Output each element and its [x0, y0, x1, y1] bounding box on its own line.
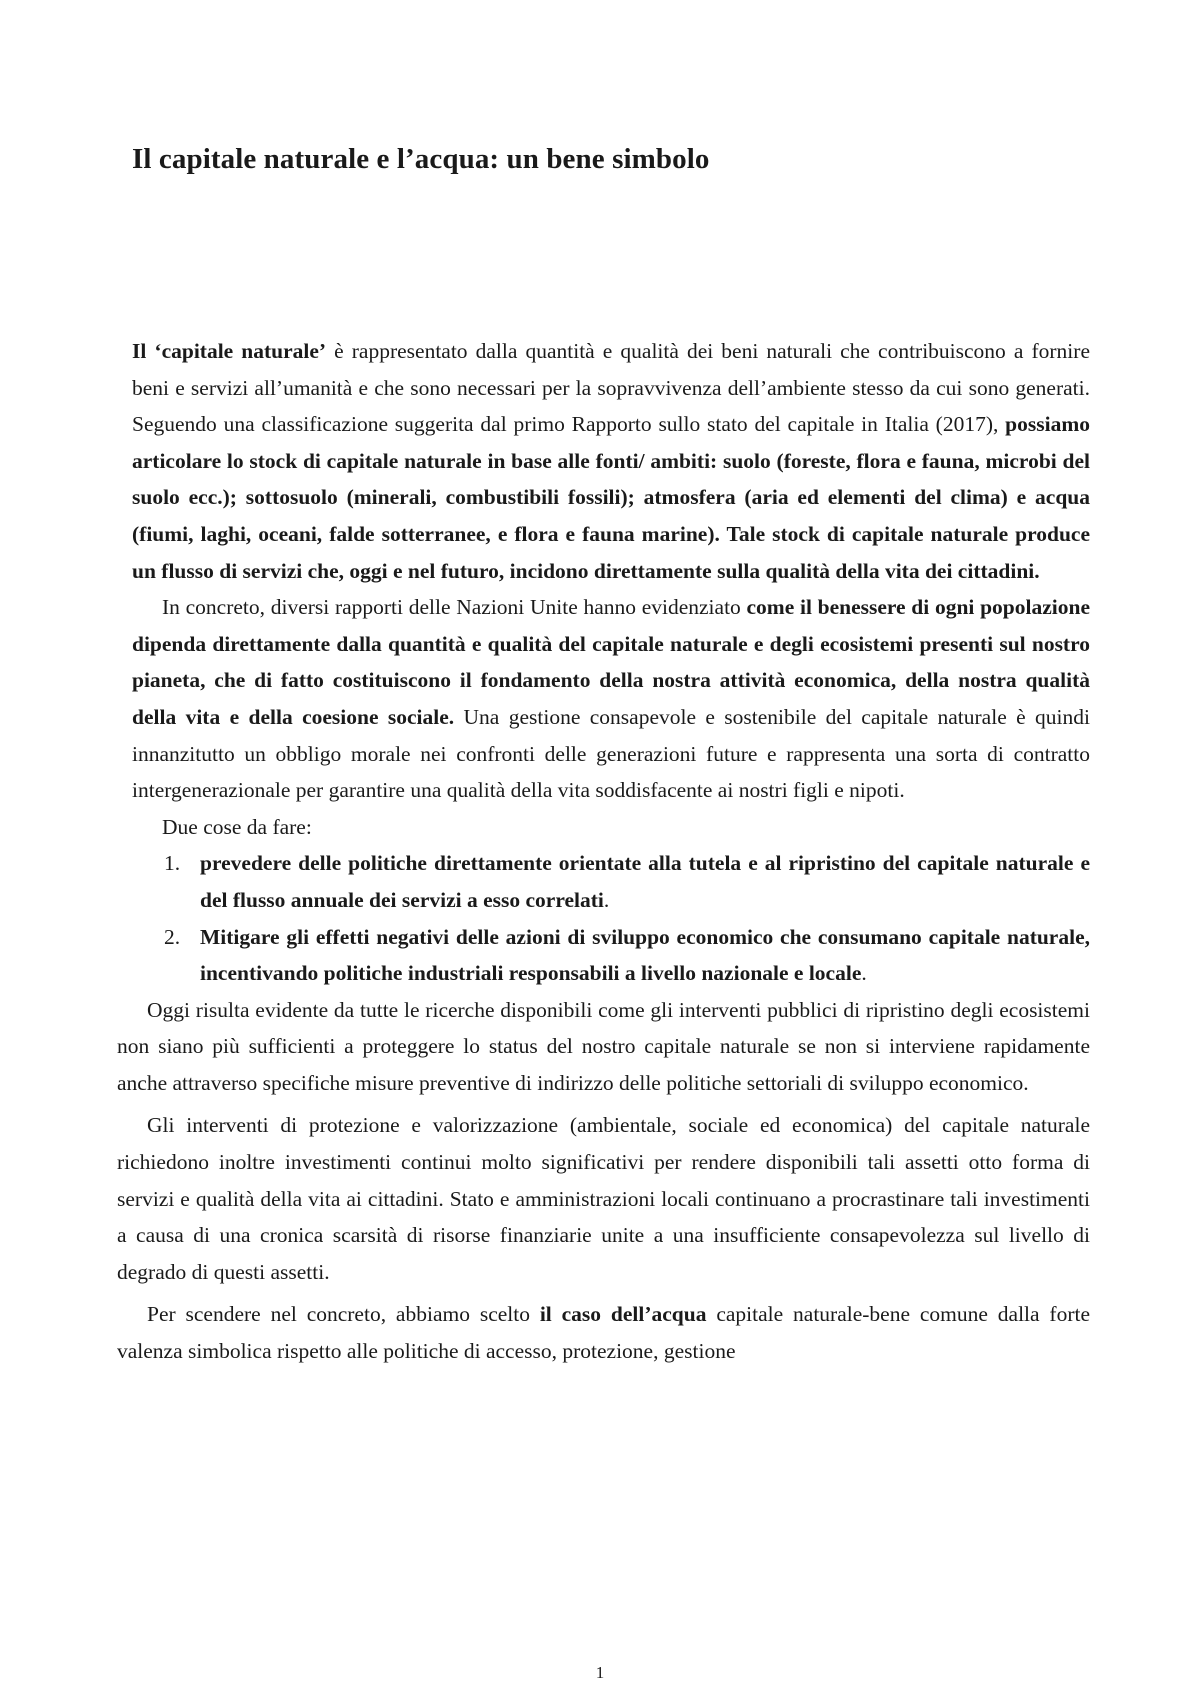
text: .	[861, 961, 867, 986]
bold-text: Il ‘capitale naturale’	[132, 339, 327, 363]
text: capitale naturale-bene comune dalla forte valenza simbolica rispetto alle politiche di accesso, protezione, gestione	[117, 1302, 1090, 1364]
paragraph-ricerche: Oggi risulta evidente da tutte le ricerche disponibili come gli interventi pubblici di ripristino degli ecosistemi non siano più sufficienti a proteggere lo status del nostro capitale naturale se non si interviene rapidamente anche attraverso specifiche misure preventive di indirizzo delle politiche settoriali di sviluppo economico.	[117, 997, 1090, 1095]
text: è rappresentato dalla quantità e qualità dei beni naturali che contribuiscono a fornire beni e servizi all’umanità e che sono necessari per la sopravvivenza dell’ambiente stesso da cui sono generati. Seguendo una classificazione suggerita dal primo Rapporto sullo stato del capitale in Italia (2017),	[132, 339, 1090, 437]
list-item	[164, 845, 1090, 918]
page-number: 1	[595, 1663, 605, 1682]
list-item	[164, 919, 1090, 992]
page-title: Il capitale naturale e l’acqua: un bene simbolo	[132, 143, 710, 175]
text: In concreto, diversi rapporti delle Nazioni Unite hanno evidenziato	[162, 595, 747, 620]
text: .	[603, 887, 610, 912]
paragraph-interventi: Gli interventi di protezione e valorizzazione (ambientale, sociale ed economica) del capitale naturale richiedono inoltre investimenti continui molto significativi per rendere disponibili tali assetti otto forma di servizi e qualità della vita ai cittadini. Stato e amministrazioni locali continuano a procrastinare tali investimenti a causa di una cronica scarsità di risorse finanziarie unite a una insufficiente consapevolezza sul livello di degrado di questi assetti.	[117, 1113, 1090, 1284]
bold-text: il caso dell’acqua	[539, 1302, 707, 1327]
document-body	[117, 333, 1090, 1370]
list-number: 1.	[164, 851, 181, 876]
paragraph-nazioni-unite	[132, 589, 1090, 809]
paragraph-capitale-naturale	[132, 333, 1090, 589]
text: Per scendere nel concreto, abbiamo scelto	[147, 1302, 540, 1327]
text: Una gestione consapevole e sostenibile del capitale naturale è quindi innanzitutto un obbligo morale nei confronti delle generazioni future e rappresenta una sorta di contratto intergenerazionale per garantire una qualità della vita soddisfacente ai nostri figli e nipoti.	[132, 704, 1090, 803]
paragraph-due-cose: Due cose da fare:	[162, 814, 312, 839]
bold-text: prevedere delle politiche direttamente orientate alla tutela e al ripristino del capitale naturale e del flusso annuale dei servizi a esso correlati	[200, 851, 1090, 912]
bold-text: come il benessere di ogni popolazione dipenda direttamente dalla quantità e qualità del capitale naturale e degli ecosistemi presenti sul nostro pianeta, che di fatto costituiscono il fondamento della nostra attività economica, della nostra qualità della vita e della coesione sociale.	[132, 595, 1090, 729]
paragraph-caso-acqua	[117, 1296, 1090, 1369]
numbered-list	[132, 845, 1090, 991]
bold-text: possiamo articolare lo stock di capitale naturale in base alle fonti/ ambiti: suolo (foreste, flora e fauna, microbi del suolo ecc.); sottosuolo (minerali, combustibili fossili); atmosfera (aria ed elementi del clima) e acqua (fiumi, laghi, oceani, falde sotterranee, e flora e fauna marine). Tale stock di capitale naturale produce un flusso di servizi che, oggi e nel futuro, incidono direttamente sulla qualità della vita dei cittadini.	[132, 412, 1090, 583]
list-number: 2.	[164, 924, 181, 949]
bold-text: Mitigare gli effetti negativi delle azioni di sviluppo economico che consumano capitale naturale, incentivando politiche industriali responsabili a livello nazionale e locale	[200, 924, 1090, 986]
